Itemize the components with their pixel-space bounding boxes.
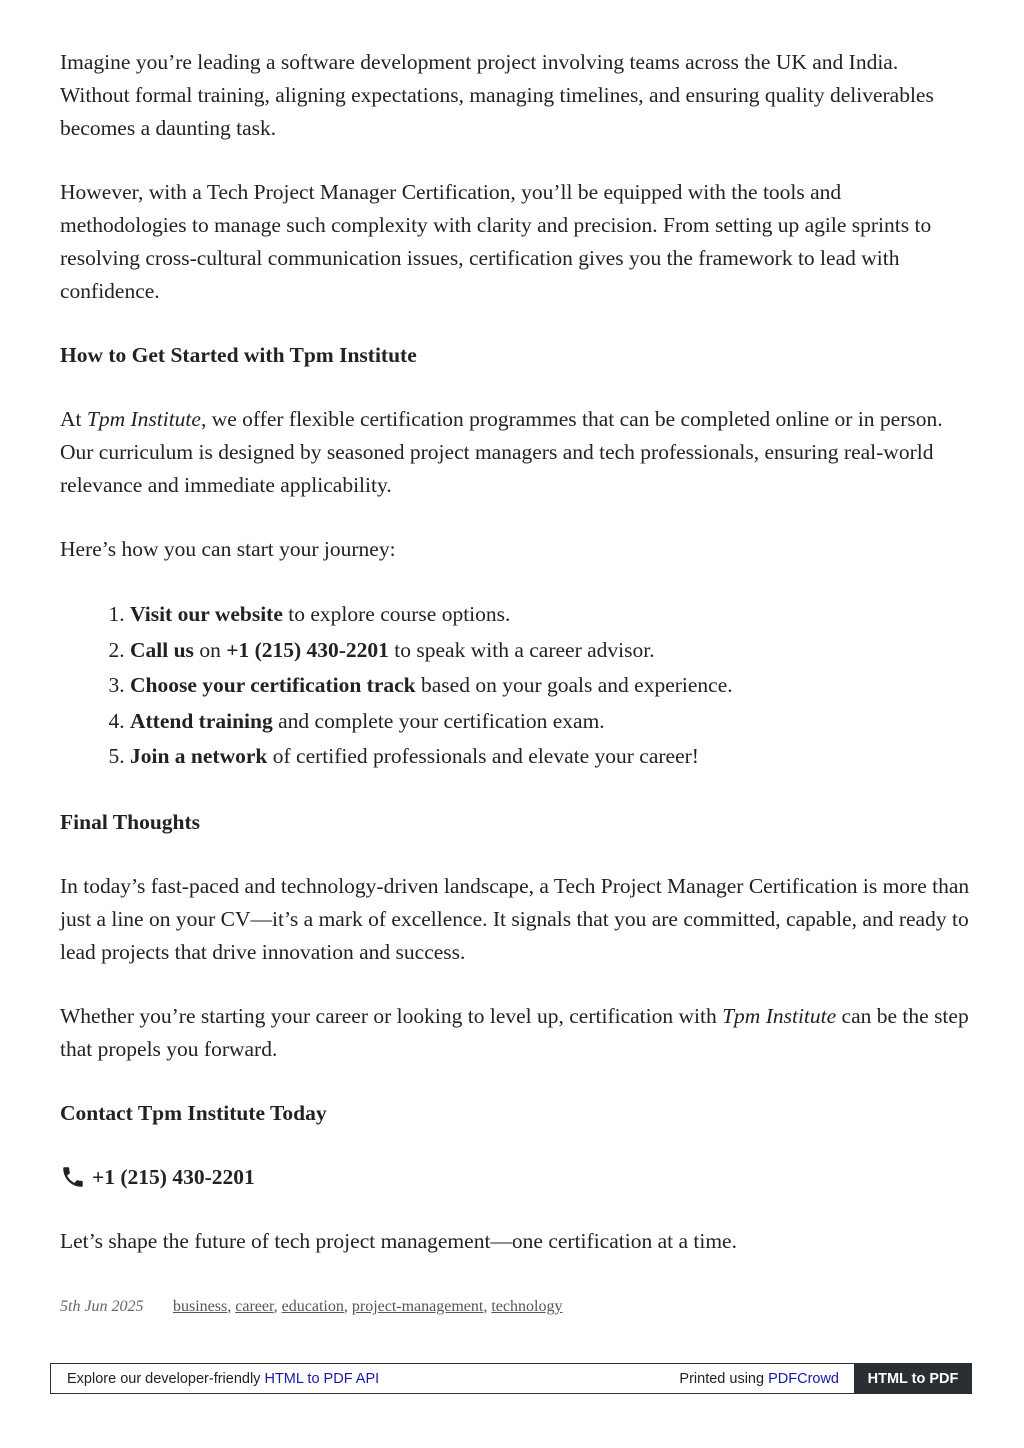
step-text: based on your goals and experience.	[415, 673, 733, 697]
html-to-pdf-button[interactable]: HTML to PDF	[854, 1363, 972, 1394]
tag-technology[interactable]: technology	[491, 1298, 563, 1315]
final-paragraph-1: In today’s fast-paced and technology-driven landscape, a Tech Project Manager Certification is more than just a line on your CV—it’s a mark of excellence. It signals that you are committed, capable, and ready to lead projects that drive innovation and success.	[60, 873, 970, 964]
brand-name: Tpm Institute	[86, 407, 201, 431]
contact-phone-line[interactable]	[60, 1161, 970, 1194]
get-started-paragraph	[60, 403, 970, 502]
footer-left	[51, 1371, 679, 1387]
step-text: and complete your certification exam.	[272, 708, 605, 733]
tag-separator: ,	[343, 1298, 352, 1315]
step-bold: Join a network	[130, 744, 268, 768]
post-meta	[60, 1296, 562, 1318]
heading-get-started: How to Get Started with Tpm Institute	[60, 343, 417, 367]
footer-right-text: Printed using	[679, 1370, 769, 1387]
step-text: of certified professionals and elevate your career!	[267, 744, 699, 768]
post-date: 5th Jun 2025	[60, 1298, 144, 1315]
tag-separator: ,	[273, 1298, 282, 1315]
text-segment: Whether you’re starting your career or looking to level up, certification with	[60, 1003, 723, 1028]
list-item	[130, 668, 970, 704]
pdfcrowd-footer-bar	[50, 1363, 972, 1394]
tag-education[interactable]: education	[281, 1298, 344, 1315]
step-bold: Choose your certification track	[130, 673, 416, 697]
intro-paragraph-2: However, with a Tech Project Manager Certification, you’ll be equipped with the tools and methodologies to manage such complexity with clarity and precision. From setting up agile sprints to resolving cross-cultural communication issues, certification gives you the framework to lead with confidence.	[60, 180, 932, 303]
phone-icon	[60, 1164, 86, 1190]
footer-right	[679, 1371, 854, 1387]
step-bold: Attend training	[130, 708, 273, 733]
step-bold: Visit our website	[130, 602, 283, 626]
journey-paragraph: Here’s how you can start your journey:	[60, 537, 396, 561]
footer-left-text: Explore our developer-friendly	[67, 1370, 265, 1387]
article-body	[60, 46, 970, 1289]
step-text: on	[193, 637, 227, 662]
list-item	[130, 739, 970, 775]
tag-business[interactable]: business	[173, 1298, 228, 1315]
step-text: to explore course options.	[282, 602, 511, 626]
heading-final-thoughts: Final Thoughts	[60, 809, 201, 834]
contact-phone-number: +1 (215) 430-2201	[92, 1164, 255, 1189]
final-paragraph-2	[60, 1000, 970, 1066]
tag-project-management[interactable]: project-management	[351, 1298, 484, 1315]
text-segment: At	[60, 407, 87, 431]
step-phone: +1 (215) 430-2201	[226, 637, 389, 662]
intro-paragraph-1: Imagine you’re leading a software development project involving teams across the UK and India. Without formal training, aligning expectations, managing timelines, and ensuring quality deliverables becomes a daunting task.	[60, 50, 934, 140]
list-item	[130, 597, 970, 633]
steps-list	[60, 597, 970, 775]
closing-paragraph: Let’s shape the future of tech project management—one certification at a time.	[60, 1228, 737, 1253]
step-text: to speak with a career advisor.	[388, 637, 655, 662]
text-segment: can be the step that propels you forward.	[60, 1003, 969, 1061]
list-item	[130, 704, 970, 740]
brand-name: Tpm Institute	[722, 1003, 837, 1028]
step-bold: Call us	[130, 637, 194, 662]
text-segment: , we offer flexible certification programmes that can be completed online or in person. Our curriculum is designed by seasoned project managers and tech professionals, ensuring real-world relevance and immediate applicability.	[60, 407, 943, 497]
list-item	[130, 633, 970, 669]
pdfcrowd-link[interactable]: PDFCrowd	[768, 1370, 839, 1387]
tag-career[interactable]: career	[235, 1298, 274, 1315]
tag-separator: ,	[227, 1298, 236, 1315]
tag-separator: ,	[483, 1298, 492, 1315]
heading-contact: Contact Tpm Institute Today	[60, 1100, 327, 1125]
html-to-pdf-api-link[interactable]: HTML to PDF API	[264, 1370, 380, 1387]
